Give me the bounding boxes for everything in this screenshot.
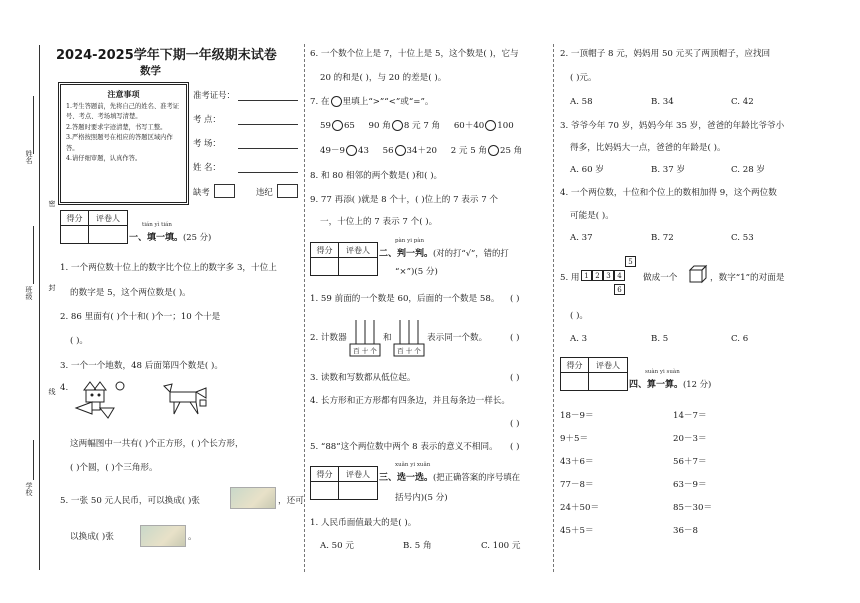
q5-line1-end: ，还可: [278, 496, 304, 506]
choice4-option-a[interactable]: A. 37: [570, 233, 593, 243]
calc-left-2: 9＋5＝: [560, 434, 589, 444]
calc-left-6: 45＋5＝: [560, 526, 594, 536]
exam-site-label: 考 点：: [193, 114, 221, 124]
choice1: 1. 人民币面值最大的是( )。: [310, 518, 417, 528]
choice5-option-b[interactable]: B. 5: [651, 334, 669, 344]
judge4: 4. 长方形和正方形都有四条边，并且每条边一样长。: [310, 396, 510, 406]
choice2-option-a[interactable]: A. 58: [570, 97, 593, 107]
choice5-prefix: 5. 用: [560, 273, 580, 283]
choice3-option-a[interactable]: A. 60 岁: [570, 165, 604, 175]
compare-circle-icon: [331, 96, 342, 107]
score-table-s1: [60, 210, 128, 244]
choice2-line2: ( )元。: [570, 73, 597, 83]
choice4-line2: 可能是( )。: [570, 211, 614, 221]
choice3-option-c[interactable]: C. 28 岁: [731, 165, 765, 175]
choice1-option-a[interactable]: A. 50 元: [320, 541, 354, 551]
choice4-line1: 4. 一个两位数，十位和个位上的数相加得 9，这个两位数: [560, 188, 777, 198]
grader-header: 评卷人: [596, 360, 620, 370]
choice4-option-b[interactable]: B. 72: [651, 233, 674, 243]
score-cell[interactable]: [61, 226, 89, 243]
grader-header: 评卷人: [96, 213, 120, 223]
svg-text:百 十 个: 百 十 个: [397, 347, 421, 355]
notice-item-2: 2.答题时要求字迹清楚，书写工整。: [66, 123, 167, 131]
calc-right-4: 63－9＝: [673, 480, 707, 490]
abacus-1-image: [348, 318, 382, 358]
q4-number: 4.: [60, 383, 69, 393]
absent-box[interactable]: [214, 184, 235, 198]
q3-line: 3. 一个一个地数，48 后面第四个数是( )。: [60, 361, 223, 371]
score-header: 得分: [561, 358, 589, 372]
section4-title: 四、算一算。(12 分): [629, 379, 712, 390]
seal-char-feng: 封: [48, 284, 56, 291]
choice2-line1: 2. 一顶帽子 8 元，妈妈用 50 元买了两顶帽子，应找回: [560, 49, 771, 59]
judge3: 3. 读数和写数都从低位起。: [310, 373, 416, 383]
q5-line1: 5. 一张 50 元人民币，可以换成( )张: [60, 496, 200, 506]
notice-box: [60, 84, 187, 203]
section3-title: 三、选一选。(把正确答案的序号填在: [379, 472, 521, 483]
choice5-option-a[interactable]: A. 3: [570, 334, 588, 344]
compare-circle-3[interactable]: [485, 120, 496, 131]
choice3-option-b[interactable]: B. 37 岁: [651, 165, 686, 175]
ticket-number-field[interactable]: [238, 100, 298, 101]
choice3-line2: 得多，比妈妈大一点，爸爸的年龄是( )。: [570, 143, 726, 153]
judge2: 2. 计数器: [310, 333, 347, 343]
q2-line2: ( )。: [70, 336, 89, 346]
choice5-end: ，数字“1”的对面是: [710, 273, 785, 283]
grader-header: 评卷人: [346, 245, 370, 255]
calc-left-5: 24＋50＝: [560, 503, 600, 513]
column-divider-2: [553, 44, 554, 572]
exam-room-label: 考 场：: [193, 138, 221, 148]
grader-cell[interactable]: [89, 226, 127, 243]
net-square: 6: [614, 284, 625, 295]
notice-item-1: 1.考生答题前，先将自己的姓名、准考证号、考点、考场填写清楚。: [66, 103, 180, 121]
calc-right-3: 56＋7＝: [673, 457, 707, 467]
exam-title: 2024-2025学年下期一年级期末试卷: [56, 48, 277, 63]
section3-pinyin: xuǎn yi xuǎn: [395, 462, 431, 468]
net-square: 3: [603, 270, 614, 281]
q7-row1: 59 65 90 角 8 元 7 角 60＋40 100: [320, 121, 514, 131]
judge3-answer[interactable]: ( ): [510, 373, 520, 383]
judge5: 5. “88”这个两位数中两个 8 表示的意义不相同。: [310, 442, 498, 452]
violation-label: 违纪: [256, 187, 273, 197]
class-line: [33, 226, 34, 284]
calc-right-6: 36－8: [673, 526, 698, 536]
tangram-horse-figure: [160, 382, 210, 418]
banknote-5-yuan-image: [140, 525, 186, 547]
seal-char-xian: 线: [48, 388, 56, 395]
q5-line2-end: 。: [188, 532, 197, 542]
section2-note-cont: “×”)(5 分): [395, 267, 438, 277]
cube-icon: [688, 264, 708, 284]
score-cell[interactable]: [561, 373, 589, 390]
q9-line1: 9. 77 再添( )就是 8 个十，( )位上的 7 表示 7 个: [310, 195, 498, 205]
exam-site-field[interactable]: [238, 124, 298, 125]
banknote-10-yuan-image: [230, 487, 276, 509]
school-line: [33, 440, 34, 480]
judge4-answer[interactable]: ( ): [510, 419, 520, 429]
binding-rule: [39, 45, 40, 570]
q5-line2: 以换成( )张: [70, 532, 114, 542]
score-cell[interactable]: [311, 482, 339, 499]
choice1-option-b[interactable]: B. 5 角: [403, 541, 432, 551]
score-table-s3: [310, 466, 378, 500]
section4-pinyin: suàn yi suàn: [645, 369, 680, 375]
q6-line1: 6. 一个数个位上是 7，十位上是 5，这个数是( )，它与: [310, 49, 519, 59]
section2-title: 二、判一判。(对的打“√”，错的打: [379, 248, 509, 259]
class-label: 班级: [25, 286, 33, 300]
compare-circle-4[interactable]: [346, 145, 357, 156]
choice4-option-c[interactable]: C. 53: [731, 233, 754, 243]
compare-circle-2[interactable]: [392, 120, 403, 131]
net-square: 2: [592, 270, 603, 281]
score-cell[interactable]: [311, 258, 339, 275]
grader-cell[interactable]: [339, 482, 377, 499]
calc-right-1: 14－7＝: [673, 411, 707, 421]
score-table-s2: [310, 242, 378, 276]
name-line: [33, 96, 34, 154]
section1-pinyin: tián yì tián: [142, 222, 172, 228]
cube-net-figure: [581, 256, 637, 298]
net-square: 5: [625, 256, 636, 267]
judge1-answer[interactable]: ( ): [510, 294, 520, 304]
choice1-option-c[interactable]: C. 100 元: [481, 541, 521, 551]
q7-row2: 49－9 43 56 34＋20 2 元 5 角 25 角: [320, 146, 523, 156]
choice3-line1: 3. 爷爷今年 70 岁，妈妈今年 35 岁，爸爸的年龄比爷爷小: [560, 121, 785, 131]
student-name-field[interactable]: [238, 172, 298, 173]
column-divider-1: [304, 44, 305, 572]
compare-circle-1[interactable]: [332, 120, 343, 131]
section1-title: 一、填一填。(25 分): [129, 232, 212, 243]
calc-right-5: 85－30＝: [673, 503, 713, 513]
choice2-option-c[interactable]: C. 42: [731, 97, 754, 107]
notice-item-3: 3.严格按照题号在相应的答题区域内作答。: [66, 134, 173, 152]
judge2-end: 表示同一个数。: [427, 333, 488, 343]
grader-cell[interactable]: [339, 258, 377, 275]
calc-left-1: 18－9＝: [560, 411, 594, 421]
compare-circle-6[interactable]: [488, 145, 499, 156]
judge1: 1. 59 前面的一个数是 60，后面的一个数是 58。: [310, 294, 500, 304]
ticket-number-label: 准考证号：: [193, 90, 235, 100]
absent-label: 缺考: [193, 187, 210, 197]
q7-line: 7. 在 里填上“>”“<”或“=”。: [310, 97, 434, 107]
tangram-cat-figure: [70, 378, 130, 422]
q1-line1: 1. 一个两位数十位上的数字比个位上的数字多 3，十位上: [60, 263, 277, 273]
choice2-option-b[interactable]: B. 34: [651, 97, 674, 107]
school-label: 学校: [25, 482, 33, 496]
notice-title: 注意事项: [107, 90, 140, 99]
q6-line2: 20 的和是( )，与 20 的差是( )。: [320, 73, 447, 83]
exam-room-field[interactable]: [238, 148, 298, 149]
student-name-label: 姓 名：: [193, 162, 221, 172]
score-header: 得分: [61, 211, 89, 225]
judge5-answer[interactable]: ( ): [510, 442, 520, 452]
grader-header: 评卷人: [346, 469, 370, 479]
compare-circle-5[interactable]: [395, 145, 406, 156]
q4-line2: ( )个圆，( )个三角形。: [70, 463, 158, 473]
choice5-mid: 做成一个: [643, 273, 678, 283]
q8-line: 8. 和 80 相邻的两个数是( )和( )。: [310, 171, 443, 181]
section3-note-cont: 括号内)(5 分): [395, 493, 448, 503]
choice5-option-c[interactable]: C. 6: [731, 334, 749, 344]
notice-item-4: 4.请仔细审题，认真作答。: [66, 155, 142, 163]
score-header: 得分: [311, 467, 339, 481]
q9-line2: 一，十位上的 7 表示 7 个( )。: [320, 217, 438, 227]
score-table-s4: [560, 357, 628, 391]
seal-char-mi: 密: [48, 200, 56, 207]
section2-pinyin: pàn yi pàn: [395, 238, 425, 244]
calc-right-2: 20－3＝: [673, 434, 707, 444]
exam-subject: 数学: [140, 65, 161, 77]
name-label: 姓名: [25, 150, 33, 164]
svg-text:百 十 个: 百 十 个: [353, 347, 377, 355]
q2-line1: 2. 86 里面有( )个十和( )个一；10 个十是: [60, 312, 221, 322]
score-header: 得分: [311, 243, 339, 257]
q1-line2: 的数字是 5，这个两位数是( )。: [70, 288, 191, 298]
grader-cell[interactable]: [589, 373, 627, 390]
calc-left-3: 43＋6＝: [560, 457, 594, 467]
judge2-answer[interactable]: ( ): [510, 333, 520, 343]
judge2-and: 和: [383, 333, 392, 343]
net-square: 4: [614, 270, 625, 281]
violation-box[interactable]: [277, 184, 298, 198]
abacus-2-image: [392, 318, 426, 358]
net-square: 1: [581, 270, 592, 281]
calc-left-4: 77－8＝: [560, 480, 594, 490]
choice5-line2: ( )。: [570, 311, 589, 321]
q4-line1: 这两幅图中一共有( )个正方形，( )个长方形，: [70, 439, 244, 449]
